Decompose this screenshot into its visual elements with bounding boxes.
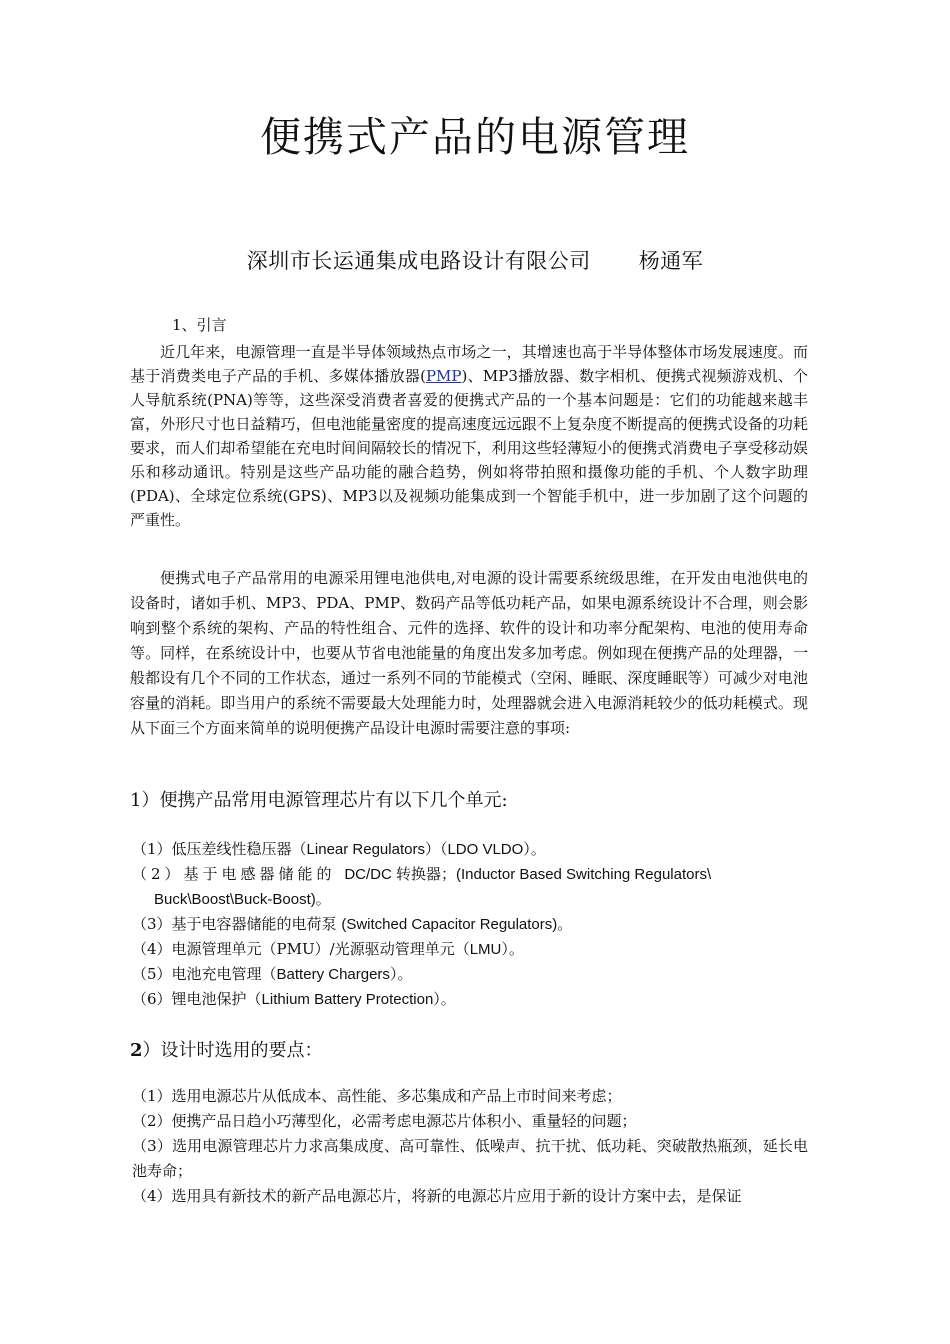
byline xyxy=(0,245,950,275)
list-item: （6）锂电池保护（Lithium Battery Protection）。 xyxy=(132,990,456,1008)
company-name: 深圳市长运通集成电路设计有限公司 xyxy=(246,249,591,273)
list-item: （2）基于电感器储能的 DC/DC 转换器；(Inductor Based Switching Regulators\ Buck\Boost\Buck-Boost)。 xyxy=(132,865,712,908)
list-item: （5）电池充电管理（Battery Chargers）。 xyxy=(132,965,413,983)
list-item: （1）低压差线性稳压器（Linear Regulators）（LDO VLDO）。 xyxy=(132,840,546,858)
heading-selection-points: 2）设计时选用的要点： xyxy=(130,1040,323,1061)
list-item: （1）选用电源芯片从低成本、高性能、多芯集成和产品上市时间来考虑； xyxy=(132,1087,622,1105)
intro-paragraph xyxy=(130,340,808,532)
intro-text-part2: )、MP3播放器、数字相机、便携式视频游戏机、个人导航系统(PNA)等等，这些深受消费者喜爱的便携式产品的一个基本问题是：它们的功能越来越丰富，外形尺寸也日益精巧，但电池能量密度的提高速度远远跟不上复杂度不断提高的便携式设备的功耗要求，而人们却希望能在充电时间间隔较长的情况下，利用这些轻薄短小的便携式消费电子享受移动娱乐和移动通讯。特别是这些产品功能的融合趋势，例如将带拍照和摄像功能的手机、个人数字助理(PDA)、全球定位系统(GPS)、MP3以及视频功能集成到一个智能手机中，进一步加剧了这个问题的严重性。 xyxy=(130,367,808,529)
power-units-list xyxy=(132,837,808,1012)
heading-power-units: 1）便携产品常用电源管理芯片有以下几个单元: xyxy=(130,790,508,811)
list-item: （4）电源管理单元（PMU）/光源驱动管理单元（LMU）。 xyxy=(132,940,524,958)
section-heading-introduction: 1、引言 xyxy=(172,316,227,334)
list-item: （2）便携产品日趋小巧薄型化，必需考虑电源芯片体积小、重量轻的问题； xyxy=(132,1112,637,1130)
list-item: （3）选用电源管理芯片力求高集成度、高可靠性、低噪声、抗干扰、低功耗、突破散热瓶颈，延长电池寿命； xyxy=(132,1137,808,1180)
list-item: （4）选用具有新技术的新产品电源芯片，将新的电源芯片应用于新的设计方案中去，是保证 xyxy=(132,1187,742,1205)
intro-text-part1: 近几年来，电源管理一直是半导体领域热点市场之一，其增速也高于半导体整体市场发展速度。而基于消费类电子产品的手机、多媒体播放器( xyxy=(130,343,808,385)
selection-points-list xyxy=(132,1084,808,1209)
author-name: 杨通军 xyxy=(638,249,704,273)
document-title: 便携式产品的电源管理 xyxy=(260,113,690,161)
pmp-link[interactable]: PMP xyxy=(425,367,462,385)
list-item: （3）基于电容器储能的电荷泵 (Switched Capacitor Regulators)。 xyxy=(132,915,573,933)
design-paragraph: 便携式电子产品常用的电源采用锂电池供电,对电源的设计需要系统级思维，在开发由电池供电的设备时，诸如手机、MP3、PDA、PMP、数码产品等低功耗产品，如果电源系统设计不合理，则会影响到整个系统的架构、产品的特性组合、元件的选择、软件的设计和功率分配架构、电池的使用寿命等。同样，在系统设计中，也要从节省电池能量的角度出发多加考虑。例如现在便携产品的处理器，一般都设有几个不同的工作状态，通过一系列不同的节能模式（空闲、睡眠、深度睡眠等）可减少对电池容量的消耗。即当用户的系统不需要最大处理能力时，处理器就会进入电源消耗较少的低功耗模式。现从下面三个方面来简单的说明便携产品设计电源时需要注意的事项: xyxy=(130,569,808,737)
